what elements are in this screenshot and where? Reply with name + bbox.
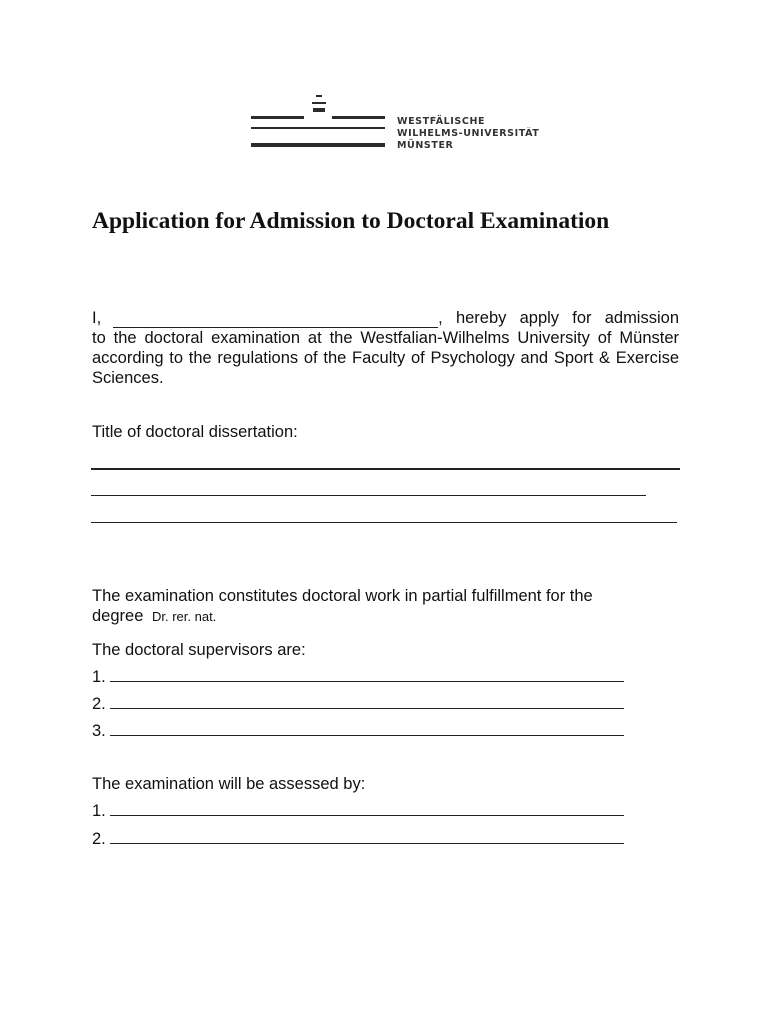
assessors-label: The examination will be assessed by: <box>92 775 366 793</box>
assessor-2-field[interactable] <box>110 829 624 844</box>
dissertation-line-2[interactable] <box>91 495 646 496</box>
dissertation-line-3[interactable] <box>91 522 677 523</box>
supervisors-label: The doctoral supervisors are: <box>92 641 306 659</box>
logo-text-line1: WESTFÄLISCHE <box>397 116 486 127</box>
degree-label: degree <box>92 607 144 625</box>
supervisor-row-2 <box>92 694 624 714</box>
assessor-row-2 <box>92 829 624 849</box>
dissertation-line-1[interactable] <box>91 468 680 470</box>
supervisor-number: 3. <box>92 722 106 740</box>
intro-suffix: , hereby apply for admission <box>438 309 679 327</box>
degree-statement: The examination constitutes doctoral work in partial fulfillment for the <box>92 587 593 605</box>
logo-bar-middle <box>251 127 385 129</box>
degree-value: Dr. rer. nat. <box>151 609 217 624</box>
supervisor-number: 2. <box>92 695 106 713</box>
logo-bar-bottom <box>251 143 385 147</box>
dissertation-label: Title of doctoral dissertation: <box>92 423 298 441</box>
page-title: Application for Admission to Doctoral Examination <box>92 208 610 234</box>
supervisor-number: 1. <box>92 668 106 686</box>
logo-mark-top <box>316 95 322 97</box>
supervisor-row-1 <box>92 667 624 687</box>
logo-text-line3: MÜNSTER <box>397 140 454 151</box>
applicant-name-field[interactable] <box>113 313 438 328</box>
supervisor-1-field[interactable] <box>110 667 624 682</box>
logo-text-line2: WILHELMS-UNIVERSITÄT <box>397 128 540 139</box>
degree-line <box>92 606 216 627</box>
intro-first-line <box>92 308 679 328</box>
logo-mark-mid <box>312 102 326 104</box>
assessor-row-1 <box>92 801 624 821</box>
supervisor-3-field[interactable] <box>110 721 624 736</box>
intro-rest: to the doctoral examination at the Westfalian-Wilhelms University of Münster according to the regulations of the Faculty of Psychology and Sport & Exercise Sciences. <box>92 329 679 387</box>
logo-bar-right <box>332 116 385 119</box>
supervisor-2-field[interactable] <box>110 694 624 709</box>
supervisor-row-3 <box>92 721 624 741</box>
logo-mark-center <box>313 108 325 112</box>
intro-paragraph <box>92 308 679 388</box>
logo-bar-left <box>251 116 304 119</box>
assessor-number: 2. <box>92 830 106 848</box>
intro-prefix: I, <box>92 309 102 327</box>
assessor-number: 1. <box>92 802 106 820</box>
assessor-1-field[interactable] <box>110 801 624 816</box>
